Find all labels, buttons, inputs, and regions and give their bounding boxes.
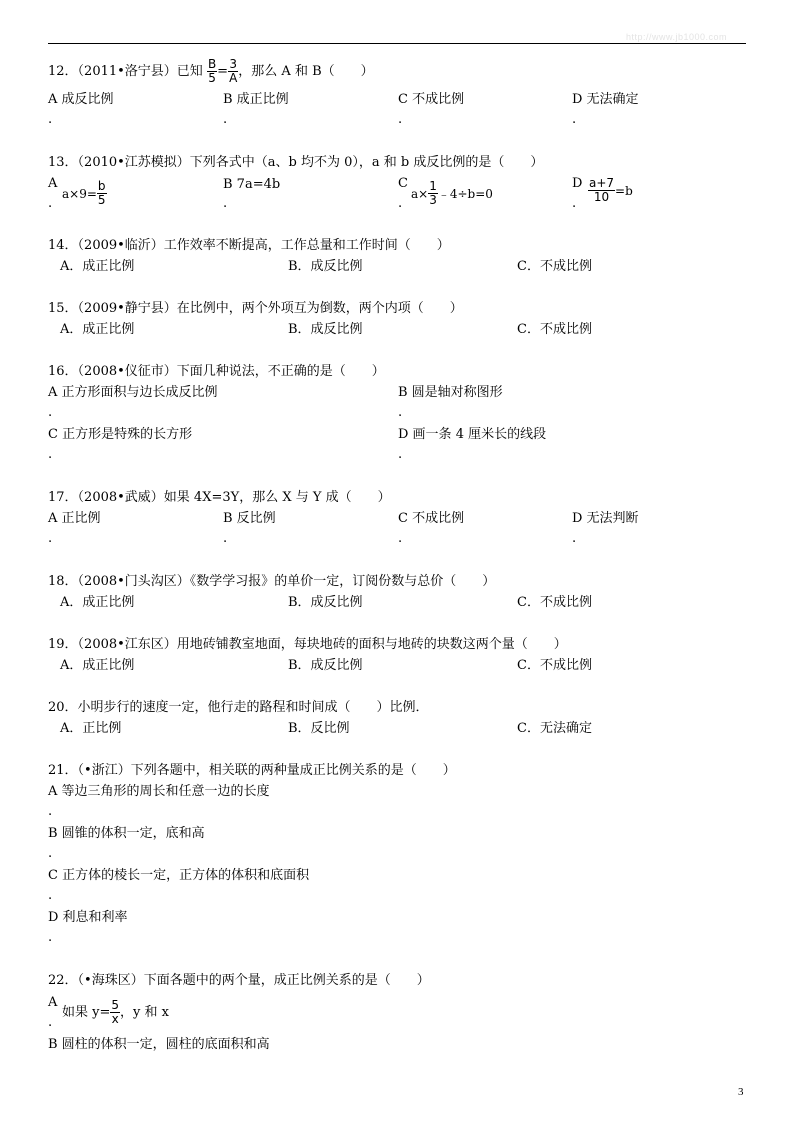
fraction: $\frac{5}{x}$ (111, 998, 120, 1026)
option-dot: . (223, 112, 228, 127)
question-14: 14．（2009•临沂）工作效率不断提高，工作总量和工作时间（ ） (48, 238, 450, 253)
option-b[interactable]: B．反比例 (288, 721, 350, 736)
option-c[interactable]: C．不成比例 (517, 595, 592, 610)
option-dot: . (48, 1015, 53, 1030)
option-dot: . (48, 447, 53, 462)
question-13: 13．（2010•江苏模拟）下列各式中（a、b 均不为 0），a 和 b 成反比例的是（ ） (48, 155, 544, 170)
option-b[interactable]: B．成反比例 (288, 658, 363, 673)
option-dot: . (398, 112, 403, 127)
option-c[interactable]: C 不成比例 (398, 92, 465, 107)
option-c[interactable]: C．不成比例 (517, 259, 592, 274)
option-dot: . (48, 804, 53, 819)
option-dot: . (48, 196, 53, 211)
option-d[interactable]: D 无法确定 (572, 92, 639, 107)
watermark: http://www.jb1000.com (626, 32, 728, 42)
option-dot: . (398, 196, 403, 211)
page-number: 3 (738, 1086, 744, 1098)
option-dot: . (572, 112, 577, 127)
option-c-letter[interactable]: C (398, 176, 408, 191)
option-a[interactable]: A 等边三角形的周长和任意一边的长度 (48, 784, 270, 799)
option-a[interactable]: A．正比例 (60, 721, 122, 736)
option-dot: . (398, 405, 403, 420)
question-12-prefix: 12．（2011•洛宁县）已知 (48, 64, 203, 79)
question-21: 21．（•浙江）下列各题中，相关联的两种量成正比例关系的是（ ） (48, 763, 456, 778)
option-a[interactable]: a×9= $\frac{b}{5}$ (62, 179, 106, 207)
option-a[interactable]: A 正比例 (48, 511, 101, 526)
option-d[interactable]: D 画一条 4 厘米长的线段 (398, 427, 547, 442)
option-b[interactable]: B 圆是轴对称图形 (398, 385, 503, 400)
option-a[interactable]: A 正方形面积与边长成反比例 (48, 385, 218, 400)
question-22: 22．（•海珠区）下面各题中的两个量，成正比例关系的是（ ） (48, 973, 430, 988)
question-12: 12．（2011•洛宁县）已知 $\frac{B}{5}$ = $\frac{3}{A}$ ，那么 A 和 B（ ） (48, 57, 374, 85)
option-b[interactable]: B．成反比例 (288, 595, 363, 610)
fraction: $\frac{b}{5}$ (97, 179, 106, 207)
option-d[interactable]: D 无法判断 (572, 511, 639, 526)
option-b[interactable]: B．成反比例 (288, 322, 363, 337)
option-a[interactable]: A．成正比例 (60, 322, 135, 337)
option-a[interactable]: A．成正比例 (60, 595, 135, 610)
option-b[interactable]: B 反比例 (223, 511, 276, 526)
option-c[interactable]: C．无法确定 (517, 721, 592, 736)
option-a-letter[interactable]: A (48, 176, 58, 191)
question-20: 20．小明步行的速度一定，他行走的路程和时间成（ ）比例． (48, 700, 429, 715)
question-15: 15．（2009•静宁县）在比例中，两个外项互为倒数，两个内项（ ） (48, 301, 463, 316)
question-18: 18．（2008•门头沟区）《数学学习报》的单价一定，订阅份数与总价（ ） (48, 574, 496, 589)
option-d-letter[interactable]: D (572, 176, 583, 191)
option-a[interactable]: 如果 y= $\frac{5}{x}$ ，y 和 x (62, 998, 169, 1026)
option-dot: . (48, 846, 53, 861)
question-16: 16．（2008•仪征市）下面几种说法，不正确的是（ ） (48, 364, 385, 379)
option-c[interactable]: C 不成比例 (398, 511, 465, 526)
option-dot: . (48, 405, 53, 420)
fraction: $\frac{3}{A}$ (229, 57, 238, 85)
option-a[interactable]: A 成反比例 (48, 92, 114, 107)
fraction: $\frac{1}{3}$ (429, 179, 437, 207)
option-dot: . (572, 531, 577, 546)
option-a-letter[interactable]: A (48, 995, 58, 1010)
question-17: 17．（2008•武威）如果 4X=3Y，那么 X 与 Y 成（ ） (48, 490, 391, 505)
fraction: $\frac{B}{5}$ (207, 57, 217, 85)
option-a[interactable]: A．成正比例 (60, 259, 135, 274)
option-c[interactable]: a× $\frac{1}{3}$ ﹣4÷b=0 (411, 179, 493, 207)
option-b[interactable]: B 圆锥的体积一定，底和高 (48, 826, 205, 841)
option-b[interactable]: B．成反比例 (288, 259, 363, 274)
question-19: 19．（2008•江东区）用地砖铺教室地面，每块地砖的面积与地砖的块数这两个量（ ） (48, 637, 567, 652)
question-12-suffix: ，那么 A 和 B（ ） (238, 64, 374, 79)
option-dot: . (48, 930, 53, 945)
option-dot: . (48, 888, 53, 903)
option-c[interactable]: C．不成比例 (517, 658, 592, 673)
option-dot: . (48, 112, 53, 127)
option-dot: . (223, 196, 228, 211)
option-a[interactable]: A．成正比例 (60, 658, 135, 673)
option-b[interactable]: B 7a=4b (223, 177, 281, 192)
fraction: $\frac{a+7}{10}$ (589, 176, 615, 204)
option-dot: . (572, 196, 577, 211)
option-b[interactable]: B 圆柱的体积一定，圆柱的底面积和高 (48, 1037, 270, 1052)
option-b[interactable]: B 成正比例 (223, 92, 289, 107)
option-d[interactable]: $\frac{a+7}{10}$ =b (589, 176, 633, 204)
option-d[interactable]: D 利息和利率 (48, 910, 128, 925)
option-dot: . (398, 531, 403, 546)
option-c[interactable]: C．不成比例 (517, 322, 592, 337)
option-dot: . (223, 531, 228, 546)
option-c[interactable]: C 正方体的棱长一定，正方体的体积和底面积 (48, 868, 310, 883)
option-dot: . (48, 531, 53, 546)
option-c[interactable]: C 正方形是特殊的长方形 (48, 427, 193, 442)
option-dot: . (398, 447, 403, 462)
header-rule (48, 43, 746, 44)
